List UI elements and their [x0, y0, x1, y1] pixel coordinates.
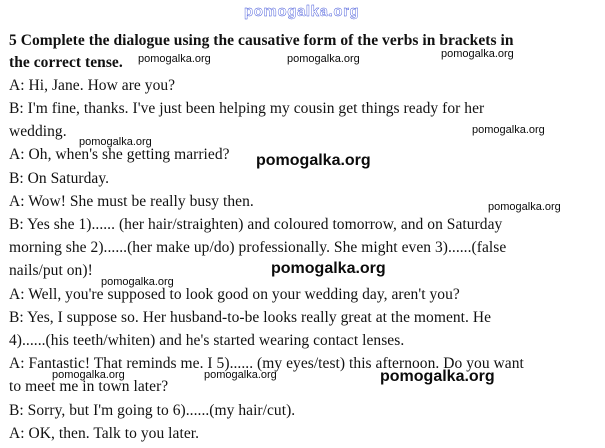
- dialogue-line: morning she 2)......(her make up/do) professionally. She might even 3)......(false: [9, 239, 507, 256]
- dialogue-line: A: OK, then. Talk to you later.: [9, 425, 200, 442]
- watermark-large: pomogalka.org: [256, 152, 371, 169]
- dialogue-line: to meet me in town later?: [9, 378, 169, 395]
- watermark-small: pomogalka.org: [138, 53, 211, 65]
- dialogue-line: B: I'm fine, thanks. I've just been helping my cousin get things ready for her: [9, 100, 485, 117]
- watermark-top: pomogalka.org: [244, 3, 360, 20]
- watermark-small: pomogalka.org: [472, 124, 545, 136]
- watermark-small: pomogalka.org: [488, 201, 561, 213]
- watermark-small: pomogalka.org: [79, 136, 152, 148]
- dialogue-line: A: Hi, Jane. How are you?: [9, 77, 176, 94]
- watermark-small: pomogalka.org: [204, 369, 277, 381]
- watermark-small: pomogalka.org: [101, 276, 174, 288]
- dialogue-line: B: Yes she 1)...... (her hair/straighten) and coloured tomorrow, and on Saturday: [9, 216, 503, 233]
- dialogue-line: nails/put on)!: [9, 262, 93, 279]
- dialogue-line: B: Yes, I suppose so. Her husband-to-be looks really great at the moment. He: [9, 309, 492, 326]
- exercise-heading-line-2: the correct tense.: [9, 54, 123, 71]
- exercise-heading-line-1: 5 Complete the dialogue using the causative form of the verbs in brackets in: [9, 32, 514, 49]
- watermark-large: pomogalka.org: [271, 260, 386, 277]
- dialogue-line: A: Wow! She must be really busy then.: [9, 193, 254, 210]
- dialogue-line: wedding.: [9, 123, 67, 140]
- dialogue-line: 4)......(his teeth/whiten) and he's started wearing contact lenses.: [9, 332, 405, 349]
- dialogue-line: B: Sorry, but I'm going to 6)......(my hair/cut).: [9, 402, 296, 419]
- watermark-small: pomogalka.org: [52, 369, 125, 381]
- watermark-small: pomogalka.org: [287, 53, 360, 65]
- watermark-large: pomogalka.org: [380, 368, 495, 385]
- dialogue-line: A: Fantastic! That reminds me. I 5)...... (my eyes/test) this afternoon. Do you want: [9, 355, 524, 372]
- dialogue-line: A: Oh, when's she getting married?: [9, 146, 230, 163]
- dialogue-line: B: On Saturday.: [9, 170, 110, 187]
- dialogue-line: A: Well, you're supposed to look good on your wedding day, aren't you?: [9, 286, 460, 303]
- watermark-small: pomogalka.org: [441, 48, 514, 60]
